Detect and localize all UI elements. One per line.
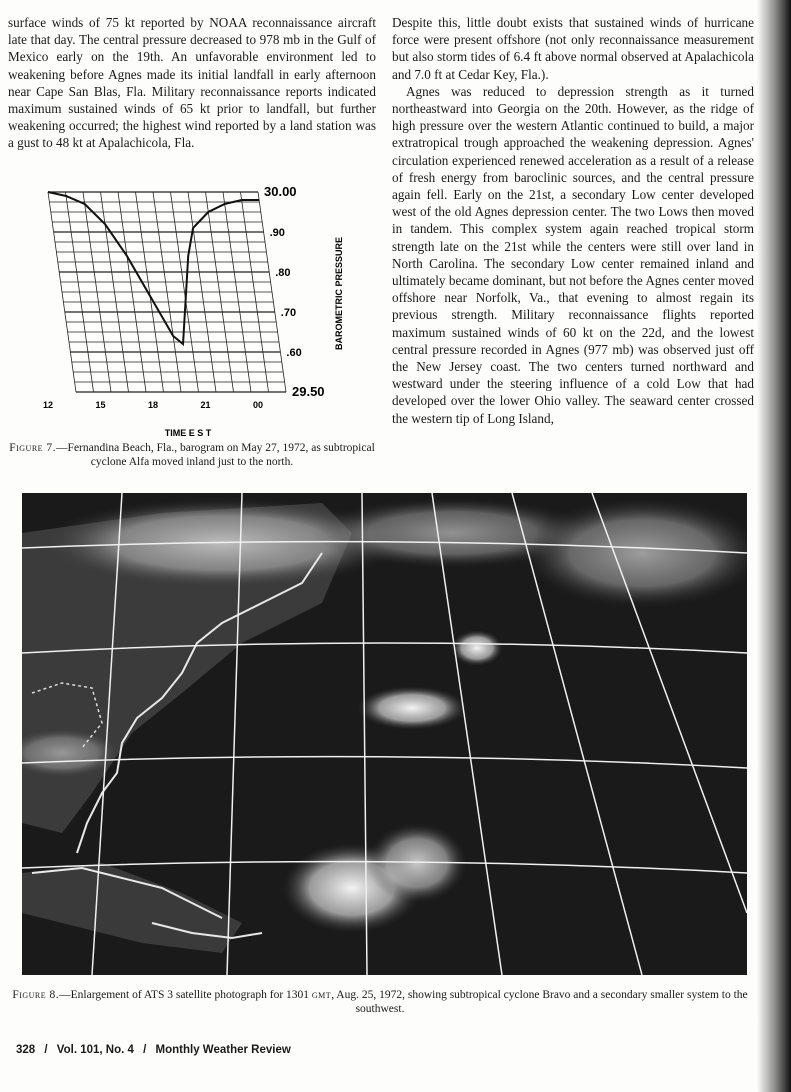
y-axis-label: BAROMETRIC PRESSURE: [334, 236, 344, 350]
satellite-photograph: [22, 493, 747, 975]
y-tick-label: .60: [286, 347, 302, 359]
right-paragraph-2: Agnes was reduced to depression strength as it turned northeastward into Georgia on the 20th. However, as the ridge of high pressure over the western Atlantic continued to build, a major extratropical trough approached the weakening depression. Agnes' circulation experienced renewed acceleration as a result of a release of fresh energy from baroclinic sources, and the central pressure again fell. Early on the 21st, a secondary Low center developed west of the old Agnes depression center. The two Lows then moved in tandem. This complex system again reached tropical storm strength late on the 21st while the centers were still over land in North Carolina. The secondary Low center remained inland and ultimately became dominant, but not before the Agnes center moved offshore near Norfolk, Va., that evening to almost regain its previous strength. Military reconnaissance flights reported maximum sustained winds of 60 kt on the 22d, and the lowest central pressure recorded in Agnes (977 mb) was observed just off the New Jersey coast. The two centers turned northward and westward under the steering influence of a cold Low that had developed over the lower Ohio valley. The seaward center crossed the western tip of Long Island,: [392, 83, 754, 426]
figure-8-text-2: , Aug. 25, 1972, showing subtropical cyclone Bravo and a secondary smaller system to the southwest.: [331, 989, 748, 1015]
left-column-text: [8, 14, 376, 152]
x-tick-label: 18: [147, 400, 159, 410]
figure-7-text: —Fernandina Beach, Fla., barogram on May 27, 1972, as subtropical cyclone Alfa moved inland just to the north.: [56, 442, 375, 468]
figure-7-label: Figure 7.: [9, 442, 57, 454]
y-tick-label: 29.50: [292, 384, 325, 399]
x-tick-label: 00: [252, 400, 264, 410]
barogram-chart: [8, 180, 376, 440]
figure-8-gmt: gmt: [311, 989, 332, 1001]
footer-separator-2: /: [143, 1044, 147, 1056]
x-tick-label: 12: [42, 400, 54, 410]
y-tick-label: .80: [275, 267, 291, 279]
x-axis-label: TIME E S T: [164, 428, 212, 438]
footer-separator-1: /: [44, 1044, 48, 1056]
right-column-text: [392, 14, 754, 427]
y-tick-label: .90: [269, 227, 285, 239]
page-footer: [16, 1044, 297, 1056]
figure-8-text-1: —Enlargement of ATS 3 satellite photograph for 1301: [59, 989, 312, 1001]
figure-8-caption: [10, 988, 750, 1016]
page-number: 328: [16, 1044, 36, 1056]
y-tick-label: .70: [280, 307, 297, 319]
volume-info: Vol. 101, No. 4: [56, 1044, 134, 1056]
barogram-grid: [48, 192, 286, 392]
x-tick-label: 15: [95, 400, 106, 410]
x-tick-label: 21: [200, 400, 211, 410]
figure-8-label: Figure 8.: [12, 989, 60, 1001]
right-paragraph-1: Despite this, little doubt exists that sustained winds of hurricane force were present offshore (not only reconnaissance measurement but also storm tides of 6.4 ft above normal observed at Apalachicola and 7.0 ft at Cedar Key, Fla.).: [392, 15, 754, 82]
journal-name: Monthly Weather Review: [155, 1044, 291, 1056]
figure-7-caption: [8, 441, 376, 469]
y-tick-label: 30.00: [264, 184, 297, 199]
page-binding-edge: [757, 0, 791, 1092]
left-paragraph: surface winds of 75 kt reported by NOAA reconnaissance aircraft late that day. The central pressure decreased to 978 mb in the Gulf of Mexico early on the 19th. An unfavorable environment led to weakening before Agnes made its initial landfall in early afternoon near Cape San Blas, Fla. Military reconnaissance reports indicated maximum sustained winds of 65 kt prior to landfall, but further weakening occurred; the highest wind reported by a land station was a gust to 48 kt at Apalachicola, Fla.: [8, 15, 376, 151]
